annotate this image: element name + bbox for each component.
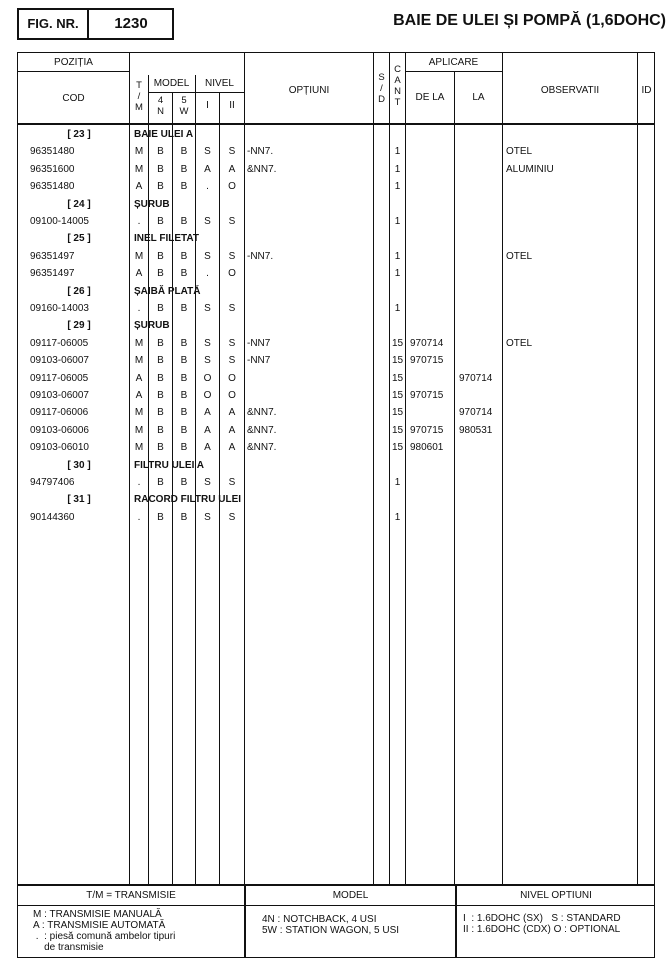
col-header-observatii: OBSERVATII [540, 85, 600, 96]
cell-tm: . [137, 477, 141, 488]
cell-cod: 96351600 [30, 163, 75, 175]
footer-model-line-1: 4N : NOTCHBACK, 4 USI [262, 914, 377, 925]
footer-tm-title: T/M = TRANSMISIE [86, 890, 176, 901]
cell-observatii [506, 439, 636, 456]
cell-observatii [506, 265, 636, 282]
cell-nivel-ii: S [228, 146, 236, 158]
page-title: BAIE DE ULEI ȘI POMPĂ (1,6DOHC) [393, 12, 666, 29]
col-header-tm: T / M [135, 80, 143, 113]
cell-model-4n: B [157, 372, 164, 384]
cell-nivel-i: A [204, 424, 211, 436]
cell-cod: 90144360 [30, 511, 75, 523]
cell-tm: A [135, 268, 143, 280]
cell-model-4n: B [157, 337, 164, 349]
cell-la [459, 439, 502, 456]
cell-optiuni: -NN7 [247, 337, 271, 349]
cell-nivel-i: S [204, 355, 211, 367]
cell-tm: M [134, 250, 144, 262]
cell-model-4n: B [157, 407, 164, 419]
group-name: INEL FILETAT [134, 233, 199, 245]
cell-model-5w: B [180, 511, 188, 523]
cell-model-4n: B [157, 250, 164, 262]
cell-de-la [410, 265, 454, 282]
col-header-model: MODEL [153, 78, 190, 89]
col-header-nivel-ii: II [229, 100, 235, 111]
cell-nivel-i: S [204, 337, 211, 349]
cell-nivel-ii: O [228, 268, 236, 280]
cell-observatii [506, 422, 636, 439]
cell-cant: 1 [394, 477, 401, 488]
cell-nivel-ii: S [228, 337, 236, 349]
cell-sd [374, 439, 389, 456]
footer-tm-line-1: M : TRANSMISIE MANUALĂ [33, 909, 162, 920]
cell-observatii [506, 474, 636, 491]
cell-nivel-ii: S [228, 303, 236, 314]
cell-model-5w: B [180, 303, 188, 314]
col-header-nivel: NIVEL [205, 78, 234, 89]
cell-nivel-ii: A [228, 424, 236, 436]
cell-optiuni [247, 178, 367, 195]
cell-sd [374, 474, 389, 491]
footer-nivel-line-2: II : 1.6DOHC (CDX) O : OPTIONAL [463, 924, 621, 935]
cell-cant: 1 [394, 216, 401, 227]
cell-la [459, 213, 502, 230]
col-header-model-5w: 5 W [179, 95, 189, 117]
cell-cant: 15 [391, 337, 404, 349]
col-header-aplicare: APLICARE [428, 57, 479, 68]
cell-de-la: 970715 [410, 390, 444, 401]
cell-model-5w: B [180, 355, 188, 367]
cell-cant: 15 [391, 442, 404, 454]
col-header-la: LA [472, 92, 485, 103]
cell-sd [374, 404, 389, 421]
col-header-pozitia: POZIȚIA [54, 57, 93, 68]
cell-cant: 1 [394, 163, 401, 175]
cell-observatii [506, 300, 636, 317]
group-name: BAIE ULEI A [134, 129, 194, 140]
cell-tm: M [134, 337, 144, 349]
col-header-id: ID [641, 85, 652, 96]
cell-nivel-i: O [203, 372, 212, 384]
cell-cod: 09117-06005 [30, 372, 89, 384]
cell-la [459, 265, 502, 282]
cell-sd [374, 143, 389, 160]
cell-de-la [410, 509, 454, 526]
cell-cant: 1 [394, 303, 401, 314]
cell-sd [374, 352, 389, 369]
cell-nivel-i: A [204, 442, 211, 454]
cell-la [459, 335, 502, 352]
cell-nivel-i: O [203, 390, 212, 401]
cell-model-4n: B [157, 442, 164, 454]
cell-model-5w: B [180, 268, 188, 280]
cell-sd [374, 161, 389, 178]
cell-sd [374, 300, 389, 317]
cell-sd [374, 248, 389, 265]
cell-tm: M [134, 355, 144, 367]
cell-la: 980531 [459, 424, 493, 436]
group-position: [ 31 ] [67, 494, 91, 506]
cell-de-la [410, 143, 454, 160]
cell-model-5w: B [180, 163, 188, 175]
cell-cod: 09103-06010 [30, 442, 89, 454]
cell-model-4n: B [157, 181, 164, 193]
cell-tm: A [135, 181, 143, 193]
cell-model-4n: B [157, 163, 164, 175]
col-header-cant: C A N T [394, 64, 401, 108]
group-position: [ 26 ] [67, 285, 91, 297]
cell-tm: . [137, 511, 141, 523]
cell-nivel-ii: O [228, 390, 236, 401]
cell-tm: M [134, 146, 144, 158]
cell-observatii: OTEL [506, 337, 533, 349]
cell-tm: M [134, 163, 144, 175]
cell-tm: . [137, 216, 141, 227]
cell-observatii [506, 370, 636, 387]
cell-optiuni: -NN7. [247, 146, 274, 158]
cell-cod: 96351497 [30, 250, 75, 262]
cell-sd [374, 335, 389, 352]
cell-nivel-i: . [206, 181, 209, 193]
cell-cod: 09103-06006 [30, 424, 89, 436]
cell-model-5w: B [180, 442, 188, 454]
cell-la [459, 248, 502, 265]
cell-tm: M [134, 407, 144, 419]
cell-observatii [506, 178, 636, 195]
cell-la: 970714 [459, 407, 493, 419]
cell-observatii [506, 404, 636, 421]
cell-model-4n: B [157, 511, 164, 523]
cell-nivel-i: S [204, 216, 211, 227]
cell-optiuni: &NN7. [247, 407, 277, 419]
cell-tm: M [134, 442, 144, 454]
cell-cant: 15 [391, 372, 404, 384]
cell-la [459, 161, 502, 178]
group-name: RACORD FILTRU ULEI [134, 494, 242, 506]
cell-optiuni: &NN7. [247, 442, 277, 454]
col-header-model-4n: 4 N [157, 95, 164, 117]
cell-la [459, 143, 502, 160]
cell-optiuni [247, 265, 367, 282]
cell-model-5w: B [180, 477, 188, 488]
group-name: ȘURUB [134, 198, 170, 210]
cell-de-la [410, 213, 454, 230]
fig-number: 1230 [114, 15, 148, 32]
cell-la: 970714 [459, 372, 493, 384]
group-name: FILTRU ULEI A [134, 459, 204, 471]
cell-cod: 09117-06006 [30, 407, 89, 419]
cell-nivel-ii: O [228, 372, 236, 384]
cell-cod: 96351497 [30, 268, 75, 280]
cell-optiuni [247, 213, 367, 230]
cell-tm: M [134, 424, 144, 436]
cell-observatii [506, 213, 636, 230]
cell-optiuni [247, 509, 367, 526]
footer-nivel-title: NIVEL OPTIUNI [520, 890, 592, 901]
cell-observatii [506, 352, 636, 369]
cell-la [459, 509, 502, 526]
cell-nivel-ii: S [228, 250, 236, 262]
cell-sd [374, 370, 389, 387]
cell-nivel-i: A [204, 407, 211, 419]
cell-cod: 09103-06007 [30, 390, 89, 401]
cell-de-la [410, 404, 454, 421]
footer-tm-line-2: A : TRANSMISIE AUTOMATĂ [33, 920, 166, 931]
cell-cod: 09160-14003 [30, 303, 89, 314]
cell-cant: 1 [394, 511, 401, 523]
group-name: ȘAIBĂ PLATĂ [134, 285, 201, 297]
cell-nivel-i: S [204, 250, 211, 262]
group-position: [ 25 ] [67, 233, 91, 245]
cell-model-5w: B [180, 337, 188, 349]
cell-de-la [410, 248, 454, 265]
cell-sd [374, 213, 389, 230]
cell-de-la [410, 161, 454, 178]
cell-nivel-ii: S [228, 355, 236, 367]
cell-model-4n: B [157, 303, 164, 314]
cell-nivel-i: S [204, 477, 211, 488]
cell-la [459, 300, 502, 317]
cell-la [459, 178, 502, 195]
col-header-cod: COD [62, 93, 85, 104]
group-position: [ 30 ] [67, 459, 91, 471]
cell-cod: 96351480 [30, 181, 75, 193]
col-header-nivel-i: I [206, 100, 209, 111]
cell-optiuni: &NN7. [247, 424, 277, 436]
group-position: [ 29 ] [67, 320, 91, 332]
cell-model-4n: B [157, 424, 164, 436]
cell-sd [374, 509, 389, 526]
cell-tm: A [135, 390, 143, 401]
cell-sd [374, 387, 389, 404]
cell-cod: 09103-06007 [30, 355, 89, 367]
cell-nivel-ii: S [228, 511, 236, 523]
cell-model-5w: B [180, 407, 188, 419]
cell-cant: 1 [394, 146, 401, 158]
cell-sd [374, 178, 389, 195]
cell-model-5w: B [180, 181, 188, 193]
cell-model-4n: B [157, 268, 164, 280]
cell-nivel-ii: S [228, 477, 236, 488]
cell-model-5w: B [180, 250, 188, 262]
cell-de-la [410, 474, 454, 491]
cell-la [459, 352, 502, 369]
cell-de-la: 970715 [410, 355, 444, 367]
cell-sd [374, 422, 389, 439]
cell-optiuni: &NN7. [247, 163, 277, 175]
group-name: ȘURUB [134, 320, 170, 332]
cell-cant: 1 [394, 250, 401, 262]
cell-nivel-ii: O [228, 181, 236, 193]
group-position: [ 23 ] [67, 129, 91, 140]
cell-optiuni [247, 474, 367, 491]
cell-cant: 15 [391, 355, 404, 367]
cell-nivel-i: S [204, 511, 211, 523]
footer-model-line-2: 5W : STATION WAGON, 5 USI [262, 925, 400, 936]
fig-label: FIG. NR. [19, 10, 89, 38]
footer-tm-line-4: de transmisie [33, 942, 104, 953]
group-position: [ 24 ] [67, 198, 91, 210]
cell-cod: 96351480 [30, 146, 75, 158]
cell-observatii [506, 387, 636, 404]
cell-optiuni [247, 387, 367, 404]
cell-model-5w: B [180, 216, 188, 227]
cell-nivel-ii: A [228, 442, 236, 454]
cell-observatii [506, 509, 636, 526]
cell-de-la: 970715 [410, 424, 444, 436]
cell-observatii: OTEL [506, 250, 533, 262]
footer-nivel-line-1: I : 1.6DOHC (SX) S : STANDARD [463, 913, 621, 924]
cell-la [459, 387, 502, 404]
cell-nivel-i: A [204, 163, 211, 175]
cell-de-la: 970714 [410, 337, 444, 349]
cell-model-4n: B [157, 216, 164, 227]
footer-model-title: MODEL [332, 890, 369, 901]
cell-nivel-ii: S [228, 216, 236, 227]
col-header-optiuni: OPȚIUNI [288, 85, 330, 96]
cell-model-5w: B [180, 424, 188, 436]
footer-tm-line-3: . : piesă comună ambelor tipuri [33, 931, 176, 942]
cell-nivel-i: S [204, 146, 211, 158]
cell-de-la [410, 178, 454, 195]
cell-cant: 1 [394, 268, 401, 280]
cell-observatii: OTEL [506, 146, 533, 158]
cell-nivel-i: . [206, 268, 209, 280]
cell-cant: 15 [391, 390, 404, 401]
cell-optiuni [247, 300, 367, 317]
cell-model-5w: B [180, 372, 188, 384]
cell-model-4n: B [157, 390, 164, 401]
cell-de-la [410, 370, 454, 387]
cell-tm: . [137, 303, 141, 314]
cell-cod: 09100-14005 [30, 216, 89, 227]
cell-model-4n: B [157, 146, 164, 158]
cell-optiuni [247, 370, 367, 387]
cell-cant: 15 [391, 424, 404, 436]
cell-cod: 94797406 [30, 477, 75, 488]
cell-cant: 15 [391, 407, 404, 419]
cell-de-la [410, 300, 454, 317]
cell-sd [374, 265, 389, 282]
cell-nivel-ii: A [228, 163, 236, 175]
cell-model-4n: B [157, 477, 164, 488]
cell-optiuni: -NN7. [247, 250, 274, 262]
cell-cod: 09117-06005 [30, 337, 89, 349]
cell-de-la: 980601 [410, 442, 444, 454]
cell-tm: A [135, 372, 143, 384]
cell-nivel-ii: A [228, 407, 236, 419]
cell-cant: 1 [394, 181, 401, 193]
cell-model-5w: B [180, 390, 188, 401]
cell-la [459, 474, 502, 491]
cell-model-5w: B [180, 146, 188, 158]
cell-model-4n: B [157, 355, 164, 367]
cell-nivel-i: S [204, 303, 211, 314]
cell-observatii: ALUMINIU [506, 163, 554, 175]
col-header-sd: S / D [378, 72, 385, 105]
cell-optiuni: -NN7 [247, 355, 271, 367]
col-header-de-la: DE LA [415, 92, 445, 103]
